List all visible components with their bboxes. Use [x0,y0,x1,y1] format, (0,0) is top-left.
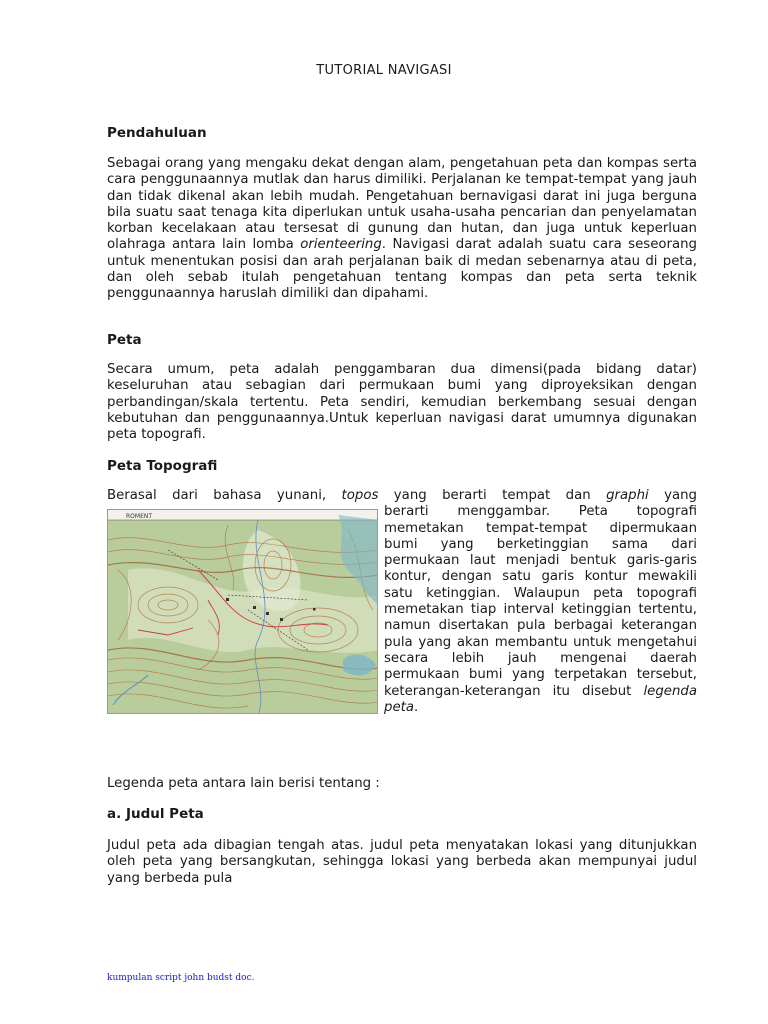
paragraph-judul-peta: Judul peta ada dibagian tengah atas. judul peta menyatakan lokasi yang ditunjukkan oleh peta yang bersangkutan, sehingga lokasi yang berbeda akan mempunyai judul yang berbeda pula [107,838,697,886]
paragraph-legenda-intro: Legenda peta antara lain berisi tentang : [107,776,380,791]
paragraph-peta: Secara umum, peta adalah penggambaran dua dimensi(pada bidang datar) keseluruhan atau sebagian dari permukaan bumi yang diproyeksikan dengan perbandingan/skala tertentu. Peta sendiri, kemudian berkembang sesuai dengan kebutuhan dan penggunaannya.Untuk keperluan navigasi darat umumnya digunakan peta topografi. [107,362,697,443]
topographic-map-icon [108,510,378,714]
italic-orienteering: orienteering [300,237,382,253]
paragraph-pendahuluan: Sebagai orang yang mengaku dekat dengan alam, pengetahuan peta dan kompas serta cara penggunaannya mutlak dan harus dimiliki. Perjalanan ke tempat-tempat yang jauh dan tidak dikenal akan lebih mudah. Pengetahuan bernavigasi darat ini juga berguna bila suatu saat tenaga kita diperlukan untuk usaha-usaha pencarian dan penyelamatan korban kecelakaan atau tersesat di gunung dan hutan, dan juga untuk keperluan olahraga antara lain lomba orienteering. Navigasi darat adalah suatu cara seseorang untuk menentukan posisi dan arah perjalanan baik di medan sebenarnya atau di peta, dan oleh sebab itulah pengetahuan tentang kompas dan peta serta teknik penggunaannya haruslah dimiliki dan dipahami. [107,156,697,302]
heading-pendahuluan: Pendahuluan [107,125,207,141]
document-title: TUTORIAL NAVIGASI [316,63,452,78]
heading-judul-peta: a. Judul Peta [107,806,204,822]
footer-text: kumpulan script john budst doc. [107,973,255,983]
heading-peta-topografi: Peta Topografi [107,458,218,474]
topographic-map-image [107,509,378,714]
map-corner-label: ROMENT [126,513,153,520]
heading-peta: Peta [107,332,142,348]
topografi-first-line: Berasal dari bahasa yunani, topos yang berarti tempat dan graphi yang [107,488,697,503]
topografi-body-text: berarti menggambar. Peta topografi memetakan tempat-tempat dipermukaan bumi yang berketinggian sama dari permukaan laut menjadi bentuk garis-garis kontur, dengan satu garis kontur mewakili satu ketinggian. Walaupun peta topografi memetakan tiap interval ketinggian tertentu, namun disertakan pula berbagai keterangan pula yang akan membantu untuk mengetahui secara lebih jauh mengenai daerah permukaan bumi yang terpetakan tersebut, keterangan-keterangan itu disebut legenda peta. [384,504,697,715]
